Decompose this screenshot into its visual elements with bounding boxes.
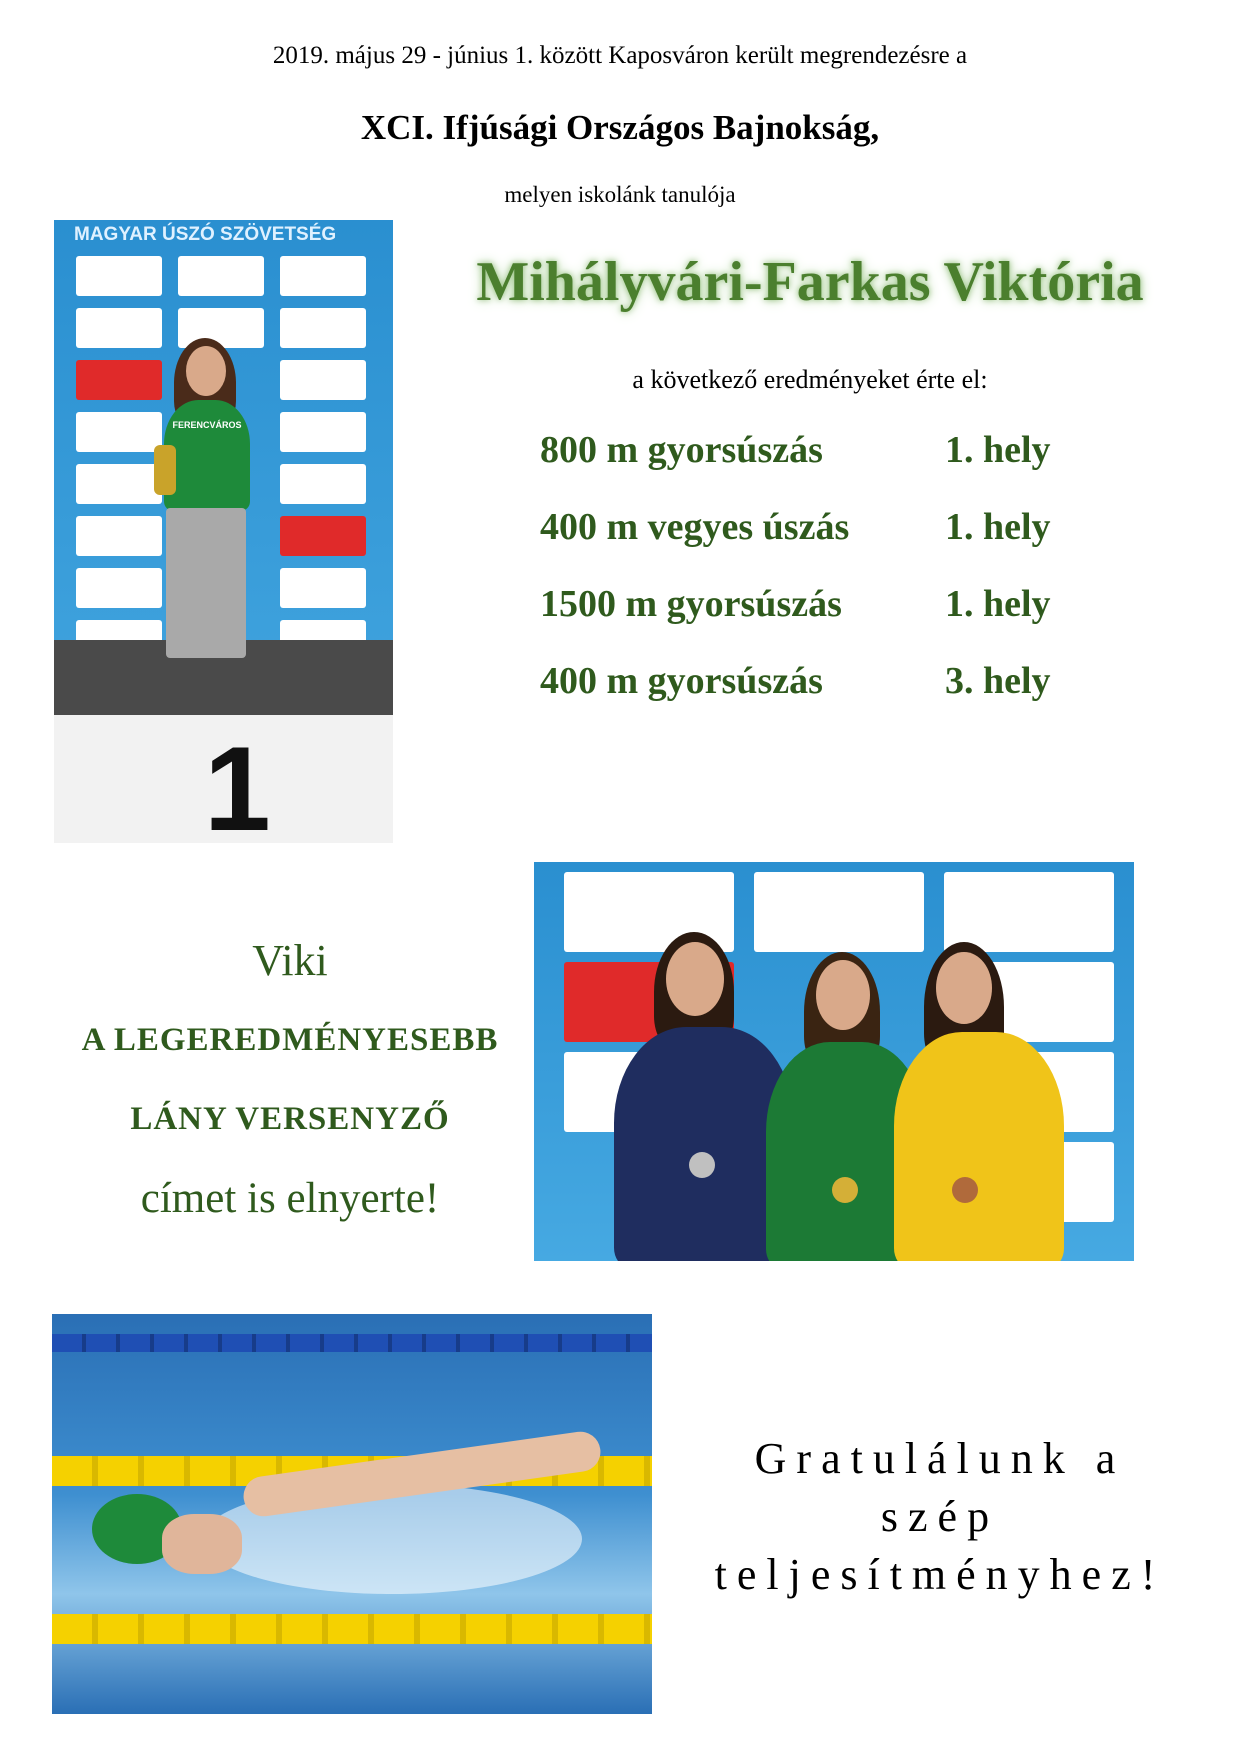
silver-medal-icon	[689, 1152, 715, 1178]
intro-text: 2019. május 29 - június 1. között Kaposváron került megrendezésre a	[272, 42, 968, 69]
result-event: 1500 m gyorsúszás	[540, 583, 842, 625]
result-place: 1. hely	[945, 429, 1051, 471]
podium-photo	[54, 220, 393, 843]
subtitle-text: melyen iskolánk tanulója	[504, 182, 736, 207]
award-title-line2: LÁNY VERSENYZŐ	[130, 1101, 450, 1137]
result-row	[540, 428, 1140, 488]
bronze-medal-icon	[952, 1177, 978, 1203]
award-title-line1: A LEGEREDMÉNYESEBB	[81, 1022, 499, 1058]
championship-title: XCI. Ifjúsági Országos Bajnokság,	[360, 108, 880, 147]
award-name: Viki	[252, 936, 328, 985]
medalists-photo	[534, 862, 1134, 1261]
result-event: 800 m gyorsúszás	[540, 429, 823, 471]
podium-number: 1	[204, 722, 271, 843]
result-row	[540, 505, 1140, 565]
swimming-photo	[52, 1314, 652, 1714]
congrats-line2: szép	[880, 1492, 1000, 1541]
congrats-line1: Gratulálunk a	[754, 1434, 1126, 1483]
result-row	[540, 659, 1140, 719]
achievements-intro: a következő eredményeket érte el:	[632, 365, 988, 394]
gold-medal-icon	[832, 1177, 858, 1203]
result-row	[540, 582, 1140, 642]
result-place: 3. hely	[945, 660, 1051, 702]
athlete-name: Mihályvári-Farkas Viktória	[476, 251, 1144, 313]
shirt-text: FERENCVÁROS	[172, 420, 242, 430]
result-event: 400 m vegyes úszás	[540, 506, 850, 548]
award-title-line3: címet is elnyerte!	[140, 1175, 440, 1222]
trophy-icon	[154, 445, 176, 495]
congrats-line3: teljesítményhez!	[714, 1550, 1166, 1599]
congratulations	[680, 1430, 1200, 1604]
result-place: 1. hely	[945, 506, 1051, 548]
result-event: 400 m gyorsúszás	[540, 660, 823, 702]
federation-banner: MAGYAR ÚSZÓ SZÖVETSÉG	[74, 224, 337, 245]
result-place: 1. hely	[945, 583, 1051, 625]
